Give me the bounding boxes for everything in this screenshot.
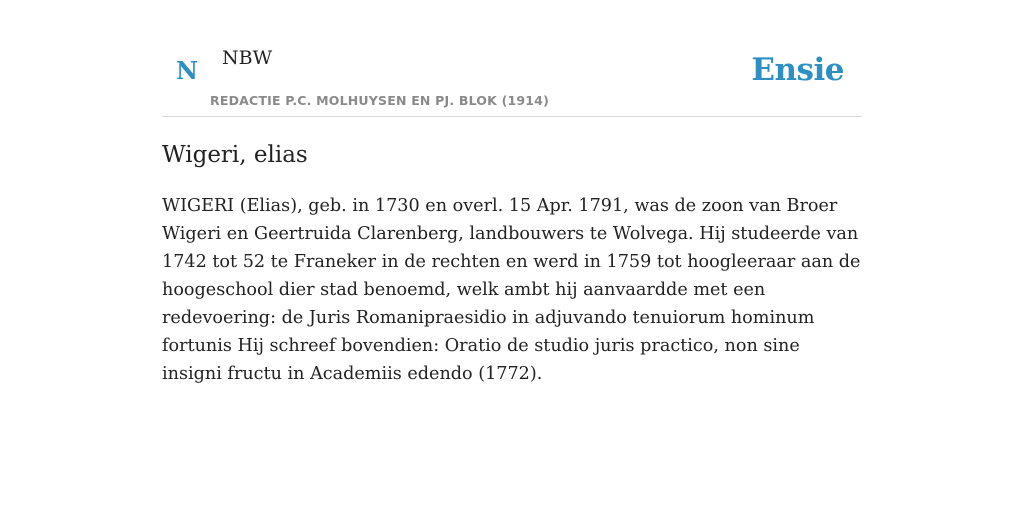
source-header: [162, 0, 862, 117]
entry-title: Wigeri, elias: [162, 142, 308, 168]
brand-logo-link[interactable]: Ensie: [751, 52, 844, 88]
entry-body: WIGERI (Elias), geb. in 1730 en overl. 15 Apr. 1791, was de zoon van Broer Wigeri en Geertruida Clarenberg, landbouwers te Wolvega. Hij studeerde van 1742 tot 52 te Franeker in de rechten en werd in 1759 tot hoogleeraar aan de hoogeschool dier stad benoemd, welk ambt hij aanvaardde met een redevoering: de Juris Romanipraesidio in adjuvando tenuiorum hominum fortunis Hij schreef bovendien: Oratio de studio juris practico, non sine insigni fructu in Academiis edendo (1772).: [162, 196, 861, 384]
source-subtitle: REDACTIE P.C. MOLHUYSEN EN PJ. BLOK (1914): [210, 93, 549, 108]
source-logo-letter[interactable]: N: [176, 56, 198, 85]
source-name[interactable]: NBW: [222, 47, 273, 69]
